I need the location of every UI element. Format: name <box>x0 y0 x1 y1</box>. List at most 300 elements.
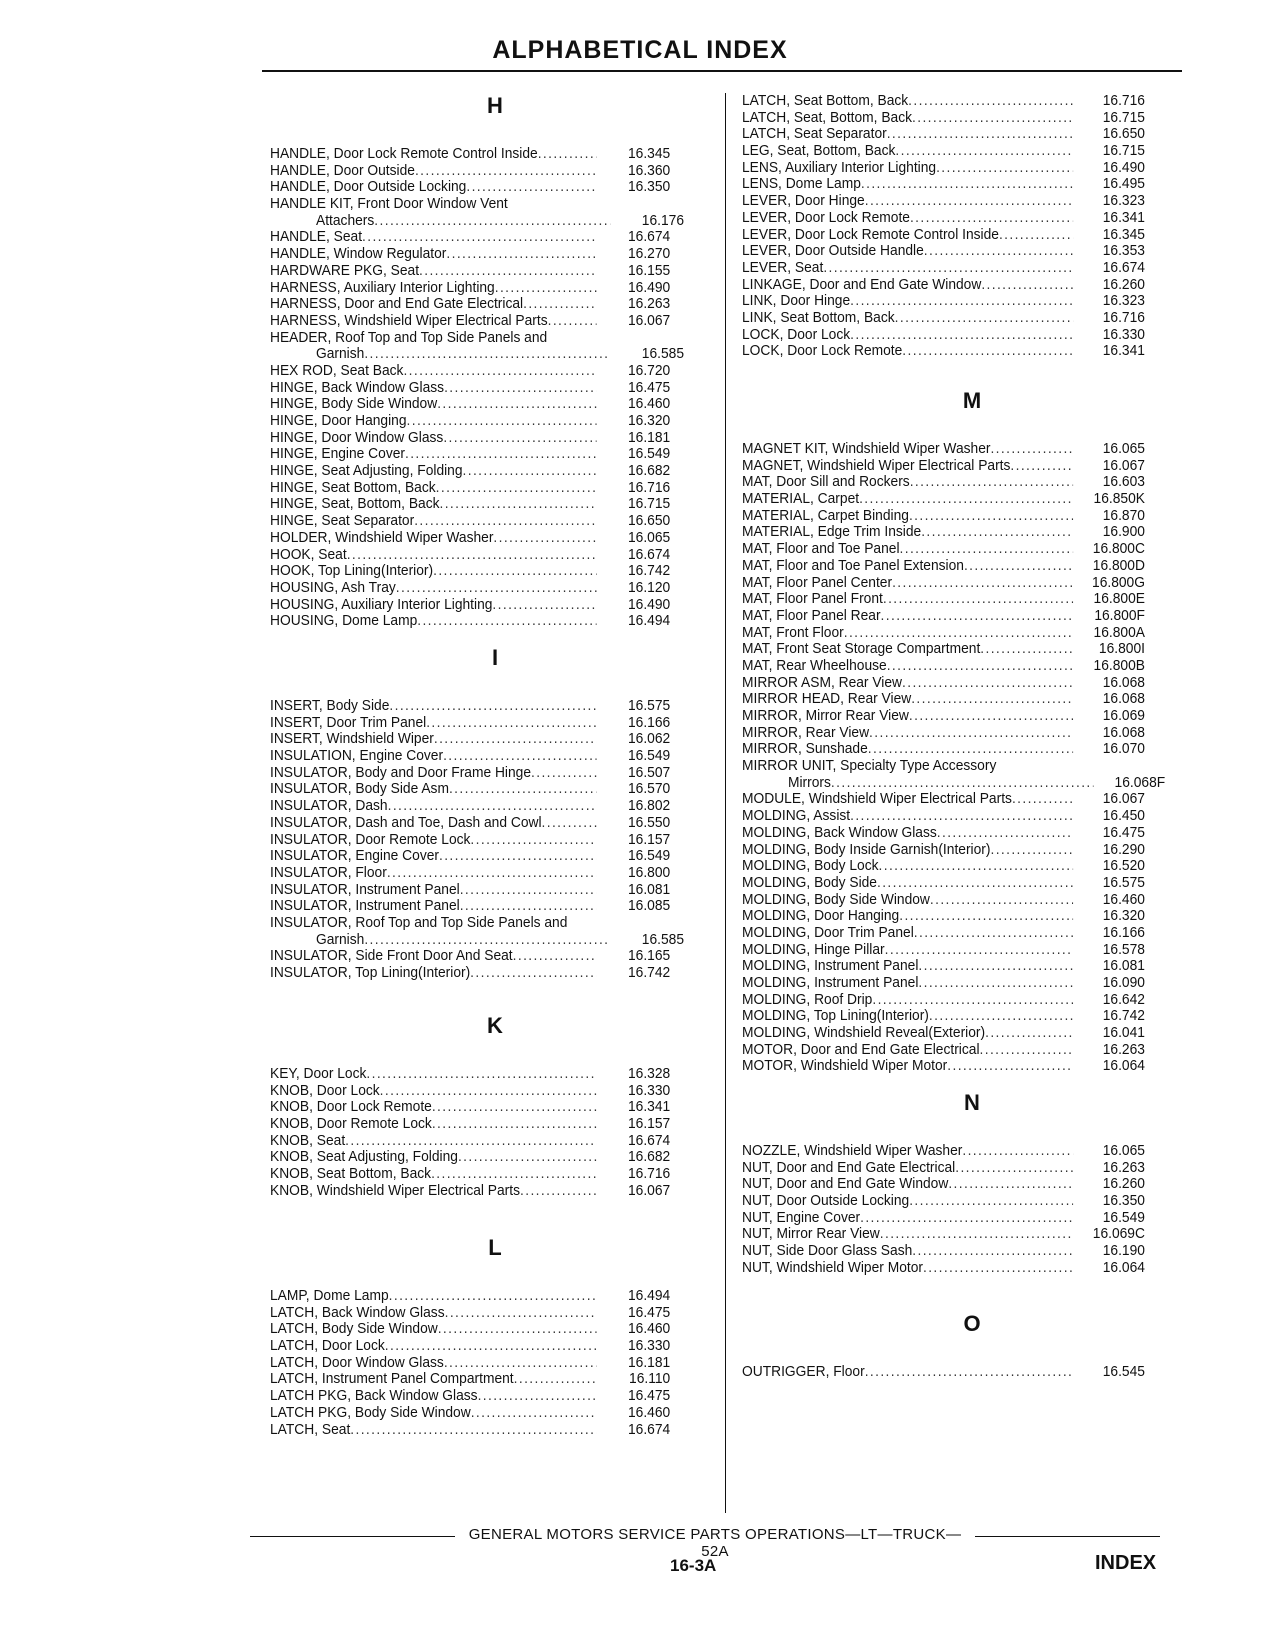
entry-page: 16.341 <box>627 1098 671 1116</box>
entry-name <box>742 1058 1073 1075</box>
entry-text: Attachers <box>316 212 375 229</box>
entry-name <box>742 1042 1073 1059</box>
entry-page: 16.800D <box>1092 556 1145 574</box>
leader-dots <box>859 491 1073 508</box>
entry-text: LINK, Door Hinge <box>742 293 851 310</box>
entry-text: MATERIAL, Carpet Binding <box>742 507 909 524</box>
leader-dots <box>417 613 596 630</box>
leader-dots <box>548 313 597 330</box>
entry-name <box>270 580 597 597</box>
entry-page: 16.085 <box>627 897 671 915</box>
index-entry <box>742 608 1165 625</box>
entry-text: NUT, Windshield Wiper Motor <box>742 1259 923 1276</box>
entry-page: 16.068F <box>1114 773 1166 791</box>
leader-dots <box>831 775 1094 792</box>
entry-text: MAGNET KIT, Windshield Wiper Washer <box>742 441 991 457</box>
index-entry <box>270 179 684 196</box>
entry-page: 16.800I <box>1098 640 1145 658</box>
entry-page: 16.650 <box>1102 125 1145 143</box>
entry-text: MOLDING, Assist <box>742 808 851 825</box>
index-entry <box>270 496 684 513</box>
entry-text: LATCH, Seat <box>270 1421 351 1438</box>
index-entry <box>742 277 1165 294</box>
entry-name <box>742 524 1073 541</box>
index-entry <box>742 591 1165 608</box>
entry-page: 16.507 <box>627 763 671 781</box>
entry-page: 16.575 <box>627 697 671 714</box>
leader-dots <box>478 1388 597 1405</box>
entry-name <box>270 781 597 798</box>
entry-name <box>270 748 597 765</box>
entry-name <box>270 263 597 280</box>
leader-dots <box>955 1160 1073 1177</box>
leader-dots <box>380 1083 597 1100</box>
entry-name <box>270 1305 597 1322</box>
entry-name <box>742 243 1073 260</box>
entry-text: LATCH, Instrument Panel Compartment <box>270 1371 514 1388</box>
index-entry <box>742 892 1165 909</box>
entry-name <box>270 213 610 230</box>
entry-text: MOLDING, Body Side Window <box>742 891 930 908</box>
index-entry <box>742 1058 1165 1075</box>
entry-name <box>270 1099 597 1116</box>
entry-page: 16.065 <box>627 528 671 546</box>
index-entry <box>742 227 1165 244</box>
entry-page: 16.549 <box>1102 1208 1145 1226</box>
entry-name <box>270 1149 597 1166</box>
entry-text: LENS, Auxiliary Interior Lighting <box>742 159 937 176</box>
index-entry <box>270 948 684 965</box>
entry-name <box>270 547 597 564</box>
index-entry <box>742 758 1165 775</box>
entry-name <box>742 708 1073 725</box>
entry-page: 16.850K <box>1093 490 1145 508</box>
entry-page: 16.475 <box>627 1387 671 1405</box>
entry-page: 16.065 <box>1102 1142 1145 1159</box>
entry-list <box>270 146 720 630</box>
leader-dots <box>438 1321 597 1338</box>
entry-name <box>270 396 597 413</box>
leader-dots <box>463 463 597 480</box>
entry-list <box>270 698 720 982</box>
entry-text: MAT, Floor and Toe Panel Extension <box>742 557 964 574</box>
entry-text: HINGE, Door Hanging <box>270 413 407 429</box>
leader-dots <box>460 882 597 899</box>
entry-name <box>742 558 1073 575</box>
entry-page: 16.120 <box>627 578 671 596</box>
entry-page: 16.068 <box>1102 723 1145 741</box>
entry-name <box>270 731 597 748</box>
entry-name <box>270 1321 597 1338</box>
entry-page: 16.715 <box>627 495 671 513</box>
entry-text: HARNESS, Auxiliary Interior Lighting <box>270 279 495 296</box>
entry-page: 16.190 <box>1102 1242 1145 1260</box>
index-entry <box>270 1338 684 1355</box>
entry-text: NUT, Door Outside Locking <box>742 1193 910 1210</box>
leader-dots <box>850 327 1073 344</box>
leader-dots <box>374 213 610 230</box>
entry-name <box>742 193 1073 210</box>
index-entry <box>742 942 1165 959</box>
leader-dots <box>914 925 1073 942</box>
leader-dots <box>542 815 597 832</box>
leader-dots <box>449 781 597 798</box>
entry-name <box>742 143 1073 160</box>
leader-dots <box>514 1371 597 1388</box>
entry-name <box>742 227 1073 244</box>
entry-page: 16.290 <box>1102 840 1145 858</box>
entry-text: LATCH, Back Window Glass <box>270 1304 445 1321</box>
index-entry <box>742 958 1165 975</box>
leader-dots <box>921 524 1073 541</box>
entry-text: LEVER, Seat <box>742 259 824 276</box>
entry-name <box>270 380 597 397</box>
entry-name <box>742 575 1073 592</box>
index-entry <box>270 346 684 363</box>
leader-dots <box>345 1133 596 1150</box>
index-entry <box>742 675 1165 692</box>
entry-page <box>597 196 671 213</box>
entry-page: 16.742 <box>627 562 671 580</box>
entry-page: 16.870 <box>1102 506 1145 524</box>
index-entry <box>270 1288 684 1305</box>
leader-dots <box>466 179 596 196</box>
leader-dots <box>396 580 597 597</box>
entry-page: 16.494 <box>627 612 671 630</box>
leader-dots <box>918 958 1073 975</box>
entry-page: 16.157 <box>627 1115 671 1133</box>
entry-name <box>742 591 1073 608</box>
entry-text: LINK, Seat Bottom, Back <box>742 309 895 326</box>
leader-dots <box>872 992 1073 1009</box>
index-entry <box>270 765 684 782</box>
entry-name <box>742 775 1093 792</box>
entry-page: 16.062 <box>627 730 671 748</box>
entry-name <box>742 725 1073 742</box>
entry-text: INSULATOR, Floor <box>270 864 387 881</box>
entry-name <box>270 597 597 614</box>
entry-page: 16.263 <box>1102 1040 1145 1058</box>
index-section <box>270 1230 720 1438</box>
leader-dots <box>538 146 597 163</box>
index-entry <box>742 524 1165 541</box>
index-entry <box>742 1143 1165 1160</box>
leader-dots <box>909 1193 1073 1210</box>
leader-dots <box>436 480 597 497</box>
entry-list <box>742 93 1202 360</box>
entry-text: LEVER, Door Lock Remote <box>742 209 910 226</box>
entry-page: 16.800E <box>1093 590 1145 608</box>
entry-text: HOUSING, Dome Lamp <box>270 613 418 630</box>
entry-name <box>270 1371 597 1388</box>
entry-text: LOCK, Door Lock <box>742 326 851 343</box>
entry-text: OUTRIGGER, Floor <box>742 1364 865 1380</box>
entry-page: 16.263 <box>627 295 671 313</box>
entry-page: 16.323 <box>1102 192 1145 210</box>
leader-dots <box>387 865 597 882</box>
entry-list <box>742 441 1202 1075</box>
entry-page: 16.345 <box>627 145 671 162</box>
entry-page: 16.460 <box>1102 890 1145 908</box>
entry-text: MOTOR, Windshield Wiper Motor <box>742 1058 948 1075</box>
section-letter: L <box>488 1235 502 1260</box>
entry-name <box>742 908 1073 925</box>
entry-name <box>742 508 1073 525</box>
entry-name <box>742 825 1073 842</box>
leader-dots <box>990 842 1073 859</box>
index-entry <box>270 530 684 547</box>
leader-dots <box>980 641 1073 658</box>
entry-text: HOOK, Top Lining(Interior) <box>270 563 434 580</box>
entry-page: 16.715 <box>1102 108 1145 126</box>
leader-dots <box>523 296 596 313</box>
entry-page: 16.520 <box>1102 857 1145 875</box>
entry-name <box>270 932 610 949</box>
leader-dots <box>347 547 597 564</box>
entry-text: MAT, Front Floor <box>742 624 844 641</box>
index-entry <box>742 625 1165 642</box>
index-entry <box>270 1149 684 1166</box>
entry-text: INSULATOR, Engine Cover <box>270 848 439 865</box>
index-entry <box>270 748 684 765</box>
leader-dots <box>902 675 1073 692</box>
entry-text: HOOK, Seat <box>270 546 347 563</box>
index-entry <box>270 715 684 732</box>
entry-text: MOLDING, Hinge Pillar <box>742 941 885 958</box>
entry-text: KNOB, Door Lock <box>270 1082 380 1099</box>
entry-page: 16.330 <box>1102 325 1145 343</box>
entry-text: MAT, Floor and Toe Panel <box>742 541 900 558</box>
index-entry <box>270 698 684 715</box>
leader-dots <box>990 441 1073 458</box>
leader-dots <box>844 625 1073 642</box>
leader-dots <box>910 474 1074 491</box>
leader-dots <box>912 110 1073 127</box>
entry-name <box>270 430 597 447</box>
index-entry <box>742 310 1165 327</box>
index-entry <box>270 196 684 213</box>
leader-dots <box>493 530 596 547</box>
entry-text: MAGNET, Windshield Wiper Electrical Parts <box>742 457 1011 474</box>
footer-text: GENERAL MOTORS SERVICE PARTS OPERATIONS—LT—TRUCK—52A <box>468 1526 962 1560</box>
entry-page: 16.067 <box>1102 456 1145 474</box>
entry-page: 16.642 <box>1102 990 1145 1008</box>
entry-name <box>742 992 1073 1009</box>
entry-page: 16.260 <box>1102 275 1145 293</box>
entry-text: Garnish <box>316 346 365 363</box>
index-entry <box>270 313 684 330</box>
index-entry <box>742 1210 1165 1227</box>
entry-text: INSULATOR, Top Lining(Interior) <box>270 965 471 981</box>
index-section <box>742 93 1202 360</box>
entry-page: 16.800C <box>1092 540 1145 558</box>
index-entry <box>742 491 1165 508</box>
index-entry <box>742 575 1165 592</box>
entry-text: LEG, Seat, Bottom, Back <box>742 143 896 160</box>
index-entry <box>742 243 1165 260</box>
entry-page: 16.260 <box>1102 1175 1145 1193</box>
entry-name <box>742 343 1073 360</box>
leader-dots <box>918 975 1073 992</box>
index-entry <box>742 293 1165 310</box>
entry-text: Garnish <box>316 931 365 948</box>
entry-text: INSULATOR, Side Front Door And Seat <box>270 948 513 965</box>
entry-page: 16.674 <box>1102 258 1145 276</box>
index-entry <box>270 597 684 614</box>
entry-page: 16.674 <box>627 1131 671 1149</box>
entry-name <box>270 146 597 163</box>
section-letter: H <box>487 93 503 118</box>
leader-dots <box>389 1288 597 1305</box>
leader-dots <box>962 1143 1073 1160</box>
index-entry <box>742 858 1165 875</box>
index-entry <box>270 1166 684 1183</box>
entry-name <box>742 491 1073 508</box>
entry-name <box>270 229 597 246</box>
column-divider <box>725 93 726 1513</box>
entry-text: LAMP, Dome Lamp <box>270 1288 389 1304</box>
entry-page: 16.155 <box>627 261 671 279</box>
entry-page: 16.360 <box>627 161 671 179</box>
entry-name <box>270 163 597 180</box>
index-entry <box>742 260 1165 277</box>
entry-page: 16.090 <box>1102 974 1145 991</box>
entry-list <box>742 1143 1202 1277</box>
leader-dots <box>470 832 596 849</box>
entry-text: MIRROR HEAD, Rear View <box>742 691 912 708</box>
index-entry <box>742 791 1165 808</box>
entry-page: 16.650 <box>627 512 671 530</box>
leader-dots <box>892 575 1073 592</box>
entry-text: MOLDING, Top Lining(Interior) <box>742 1008 929 1025</box>
entry-name <box>742 1160 1073 1177</box>
index-entry <box>270 1422 684 1439</box>
entry-page: 16.490 <box>627 595 671 613</box>
entry-text: HARDWARE PKG, Seat <box>270 262 420 279</box>
index-section <box>270 88 720 630</box>
leader-dots <box>881 608 1074 625</box>
section-letter: O <box>963 1311 981 1336</box>
index-entry <box>270 613 684 630</box>
entry-text: NUT, Door and End Gate Electrical <box>742 1159 956 1176</box>
leader-dots <box>902 343 1073 360</box>
leader-dots <box>887 658 1073 675</box>
entry-page: 16.475 <box>627 378 671 396</box>
index-entry <box>270 246 684 263</box>
leader-dots <box>388 798 597 815</box>
entry-page: 16.330 <box>627 1337 671 1355</box>
entry-text: KNOB, Windshield Wiper Electrical Parts <box>270 1182 521 1199</box>
leader-dots <box>910 210 1073 227</box>
index-entry <box>742 1193 1165 1210</box>
entry-name <box>742 1176 1073 1193</box>
entry-text: HARNESS, Windshield Wiper Electrical Parts <box>270 312 548 329</box>
entry-name <box>270 832 597 849</box>
index-entry <box>270 1116 684 1133</box>
index-entry <box>270 1133 684 1150</box>
entry-page: 16.494 <box>627 1287 671 1304</box>
entry-name <box>270 280 597 297</box>
entry-page: 16.350 <box>627 178 671 196</box>
index-entry <box>742 775 1165 792</box>
entry-text: MAT, Door Sill and Rockers <box>742 474 910 491</box>
entry-name <box>270 446 597 463</box>
index-entry <box>742 1260 1165 1277</box>
index-entry <box>742 541 1165 558</box>
index-entry <box>270 396 684 413</box>
entry-text: HANDLE, Window Regulator <box>270 246 447 263</box>
entry-text: INSULATOR, Body Side Asm <box>270 781 449 798</box>
entry-name <box>742 260 1073 277</box>
entry-name <box>742 808 1073 825</box>
index-entry <box>742 126 1165 143</box>
entry-text: LATCH, Body Side Window <box>270 1321 438 1338</box>
index-entry <box>270 280 684 297</box>
entry-page: 16.460 <box>627 1403 671 1421</box>
leader-dots <box>520 1183 597 1200</box>
entry-page: 16.068 <box>1102 690 1145 708</box>
section-letter: M <box>962 388 982 413</box>
leader-dots <box>443 430 596 447</box>
entry-name <box>270 413 597 430</box>
entry-text: MOTOR, Door and End Gate Electrical <box>742 1041 980 1058</box>
entry-page: 16.490 <box>1102 158 1145 176</box>
leader-dots <box>419 263 597 280</box>
leader-dots <box>912 1243 1073 1260</box>
leader-dots <box>985 1025 1073 1042</box>
entry-text: KNOB, Door Lock Remote <box>270 1099 432 1116</box>
entry-text: INSULATION, Engine Cover <box>270 748 444 765</box>
index-entry <box>270 146 684 163</box>
entry-text: LATCH, Seat, Bottom, Back <box>742 109 913 126</box>
entry-text: LATCH PKG, Body Side Window <box>270 1404 471 1421</box>
entry-name <box>270 1133 597 1150</box>
entry-text: INSULATOR, Instrument Panel <box>270 898 460 915</box>
entry-text: LEVER, Door Lock Remote Control Inside <box>742 226 999 243</box>
section-letter: N <box>964 1090 980 1115</box>
leader-dots <box>405 446 597 463</box>
entry-name <box>270 563 597 580</box>
index-entry <box>270 832 684 849</box>
entry-name <box>742 641 1073 658</box>
entry-text: LINKAGE, Door and End Gate Window <box>742 276 982 293</box>
entry-text: HEADER, Roof Top and Top Side Panels and <box>270 329 548 346</box>
entry-name <box>270 1166 597 1183</box>
leader-dots <box>364 346 610 363</box>
leader-dots <box>879 858 1074 875</box>
entry-name <box>270 613 597 630</box>
index-entry <box>742 975 1165 992</box>
entry-text: MATERIAL, Carpet <box>742 491 860 508</box>
entry-page: 16.068 <box>1102 673 1145 691</box>
entry-name <box>742 160 1073 177</box>
leader-dots <box>403 363 596 380</box>
entry-name <box>270 1405 597 1422</box>
entry-page: 16.065 <box>1102 440 1145 457</box>
entry-name <box>270 1183 597 1200</box>
index-entry <box>742 210 1165 227</box>
entry-name <box>742 975 1073 992</box>
leader-dots <box>1012 791 1073 808</box>
leader-dots <box>366 1066 596 1083</box>
index-entry <box>270 1405 684 1422</box>
index-entry <box>742 741 1165 758</box>
index-entry <box>742 160 1165 177</box>
entry-name <box>742 925 1073 942</box>
index-entry <box>742 1042 1165 1059</box>
index-entry <box>742 1160 1165 1177</box>
entry-text: HINGE, Engine Cover <box>270 446 405 463</box>
